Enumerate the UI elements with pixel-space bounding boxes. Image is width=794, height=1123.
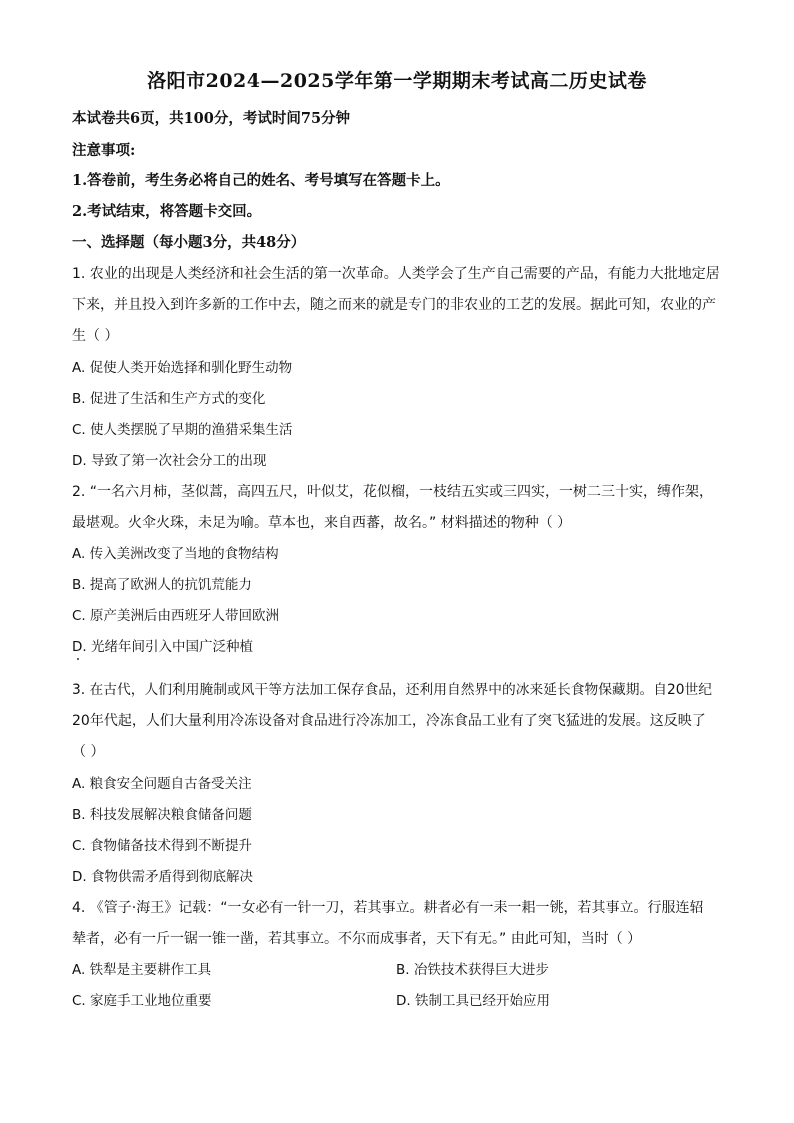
note-item-1: 1.答卷前，考生务必将自己的姓名、考号填写在答题卡上。 [72, 172, 450, 189]
exam-title: 洛阳市2024—2025学年第一学期期末考试高二历史试卷 [147, 70, 647, 92]
q4-stem-line1: 4. 《管子·海王》记载：“一女必有一针一刀，若其事立。耕者必有一耒一耜一铫，若其事立。行服连轺 [72, 900, 704, 916]
q3-stem-line3: （ ） [72, 744, 105, 760]
q3-stem-line1: 3. 在古代，人们利用腌制或风干等方法加工保存食品，还利用自然界中的冰来延长食物保藏期。自20世纪 [72, 682, 712, 698]
q3-option-c: C. 食物储备技术得到不断提升 [72, 838, 253, 854]
note-item-2: 2.考试结束，将答题卡交回。 [72, 203, 262, 220]
q1-stem-line1: 1. 农业的出现是人类经济和社会生活的第一次革命。人类学会了生产自己需要的产品，有能力大批地定居 [72, 266, 720, 282]
q2-option-d: D. 光绪年间引入中国广泛种植 [72, 639, 253, 655]
q4-option-d: D. 铁制工具已经开始应用 [396, 993, 550, 1009]
notes-heading: 注意事项: [72, 142, 136, 159]
q2-stem-line1: 2. “一名六月柿，茎似蒿，高四五尺，叶似艾，花似榴，一枝结五实或三四实，一树二三十实，缚作架， [72, 484, 714, 500]
q3-option-a: A. 粮食安全问题自古备受关注 [72, 776, 252, 792]
q4-stem-line2: 辇者，必有一斤一锯一锥一凿，若其事立。不尔而成事者，天下有无。” 由此可知，当时（ ） [72, 931, 642, 947]
q1-stem-line3: 生（ ） [72, 328, 119, 344]
q1-option-a: A. 促使人类开始选择和驯化野生动物 [72, 360, 293, 376]
q1-stem-line2: 下来，并且投入到许多新的工作中去，随之而来的就是专门的非农业的工艺的发展。据此可知，农业的产 [72, 297, 716, 313]
q2-option-b: B. 提高了欧洲人的抗饥荒能力 [72, 577, 252, 593]
q3-option-d: D. 食物供需矛盾得到彻底解决 [72, 869, 253, 885]
q4-option-a: A. 铁犁是主要耕作工具 [72, 962, 212, 978]
q2-option-a: A. 传入美洲改变了当地的食物结构 [72, 546, 279, 562]
exam-info: 本试卷共6页，共100分，考试时间75分钟 [72, 110, 351, 127]
stray-dot [77, 658, 79, 660]
q2-stem-line2: 最堪观。火伞火珠，未足为喻。草本也，来自西蕃，故名。” 材料描述的物种（ ） [72, 515, 572, 531]
q3-option-b: B. 科技发展解决粮食储备问题 [72, 807, 252, 823]
section-heading: 一、选择题（每小题3分，共48分） [72, 234, 306, 251]
q3-stem-line2: 20年代起，人们大量利用冷冻设备对食品进行冷冻加工，冷冻食品工业有了突飞猛进的发展。这反映了 [72, 713, 706, 729]
q4-option-b: B. 冶铁技术获得巨大进步 [396, 962, 549, 978]
q1-option-c: C. 使人类摆脱了早期的渔猎采集生活 [72, 422, 293, 438]
q2-option-c: C. 原产美洲后由西班牙人带回欧洲 [72, 608, 280, 624]
q1-option-b: B. 促进了生活和生产方式的变化 [72, 391, 266, 407]
q4-option-c: C. 家庭手工业地位重要 [72, 993, 212, 1009]
q1-option-d: D. 导致了第一次社会分工的出现 [72, 453, 267, 469]
